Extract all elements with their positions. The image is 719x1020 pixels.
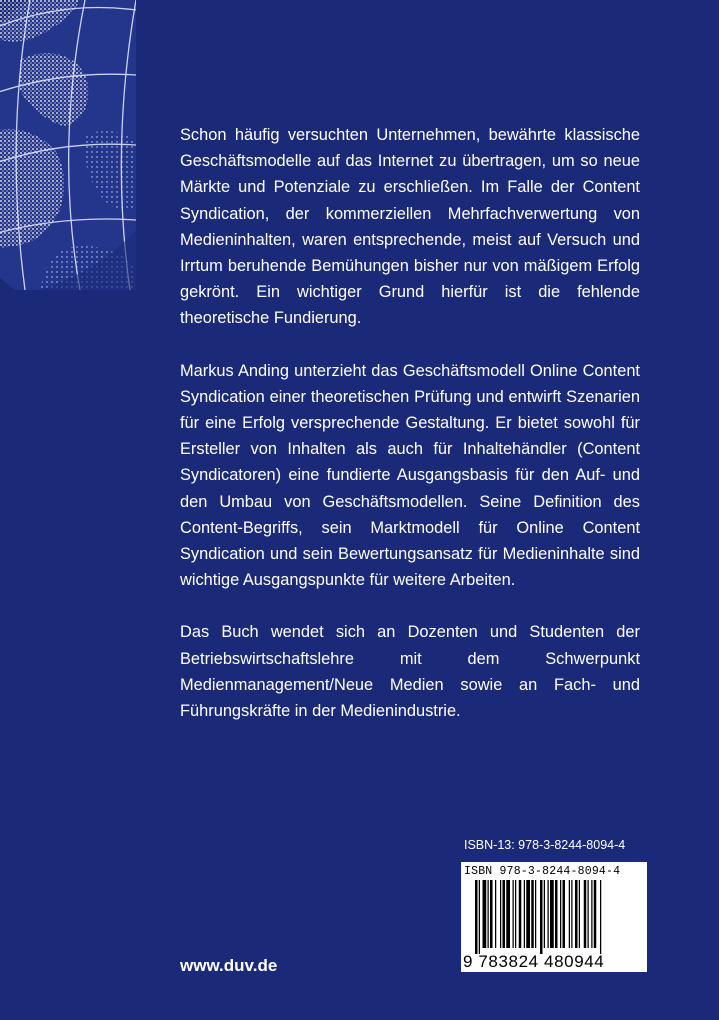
paragraph-3: Das Buch wendet sich an Dozenten und Studenten der Betriebswirtschaftslehre mit dem Schwerpunkt Medienmanagement/Neue Medien sowie an Fach- und Führungskräfte in der Medienindustrie.	[180, 623, 640, 721]
barcode	[461, 862, 647, 972]
paragraph-2: Markus Anding unterzieht das Geschäftsmodell Online Content Syndication einer theoretischen Prüfung und entwirft Szenarien für eine Erfolg versprechende Gestaltung. Er bietet sowohl für Ersteller von Inhalten als auch für Inhaltehändler (Content Syndicatoren) eine fundierte Ausgangsbasis für den Auf- und den Umbau von Geschäftsmodellen. Seine Definition des Content-Begriffs, sein Marktmodell für Online Content Syndication und sein Bewertungsansatz für Medieninhalte sind wichtige Ausgangspunkte für weitere Arbeiten.	[180, 361, 640, 590]
description-text	[180, 122, 640, 750]
globe-image	[0, 0, 136, 1020]
paragraph-1: Schon häufig versuchten Unternehmen, bewährte klassische Geschäftsmodelle auf das Internet zu übertragen, um so neue Märkte und Potenziale zu erschließen. Im Falle der Content Syndication, der kommerziellen Mehrfachverwertung von Medieninhalten, waren entsprechende, meist auf Versuch und Irrtum beruhende Bemühungen bisher nur von mäßigem Erfolg gekrönt. Ein wichtiger Grund hierfür ist die fehlende theoretische Fundierung.	[180, 126, 640, 328]
isbn-label: ISBN-13: 978-3-8244-8094-4	[464, 838, 626, 852]
barcode-isbn-text: ISBN 978-3-8244-8094-4	[464, 865, 621, 878]
publisher-website: www.duv.de	[180, 956, 278, 975]
barcode-digits: 9 783824 480944	[463, 952, 605, 971]
